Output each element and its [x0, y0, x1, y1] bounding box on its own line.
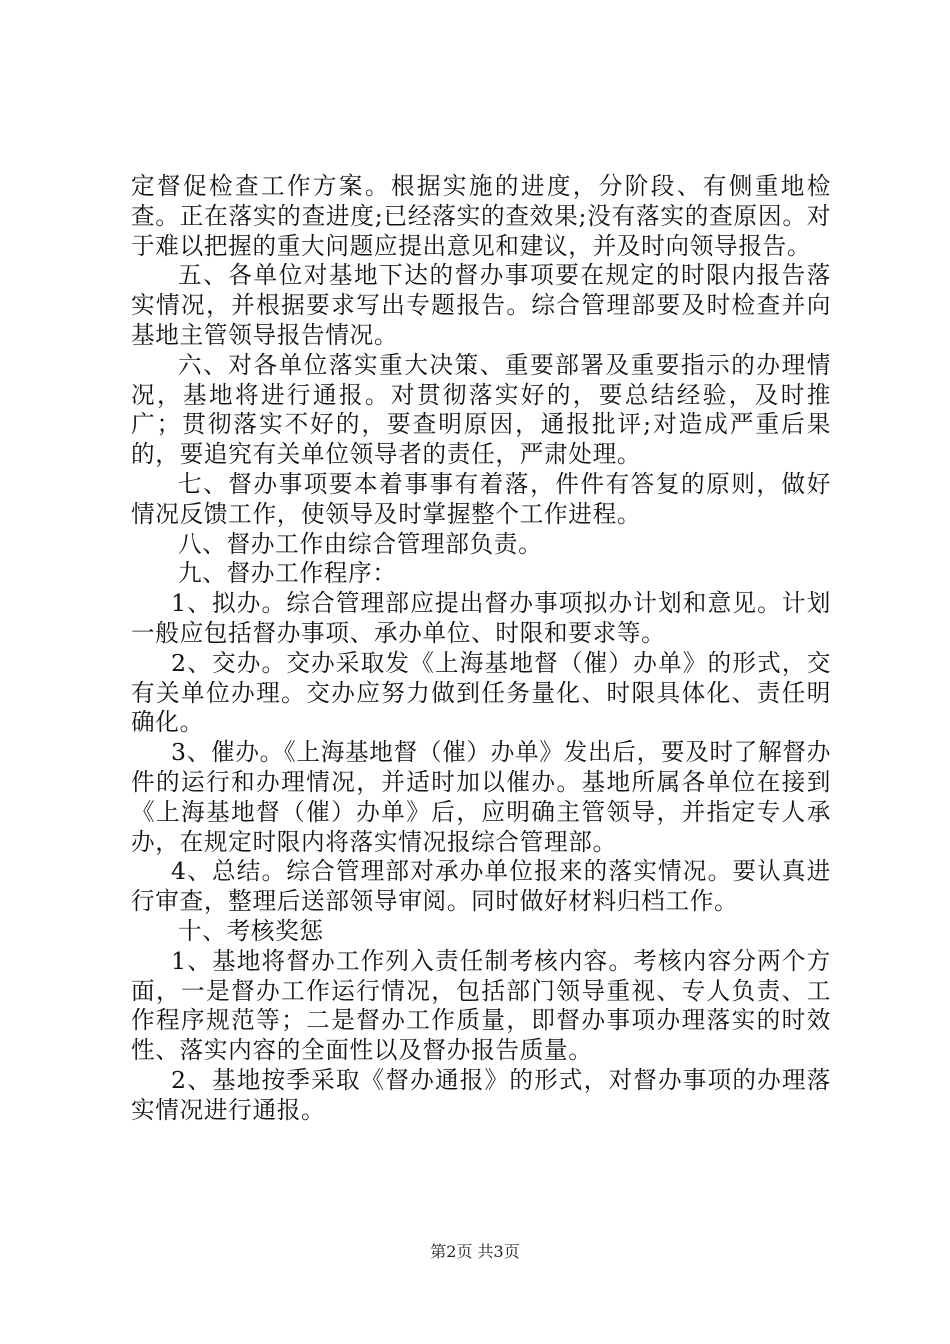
paragraph: 3、催办。《上海基地督（催）办单》发出后，要及时了解督办件的运行和办理情况，并适时加以催办。基地所属各单位在接到《上海基地督（催）办单》后，应明确主管领导，并指定专人承办，在规定时限内将落实情况报综合管理部。 [131, 738, 831, 856]
page-number-footer: 第2页 共3页 [430, 1242, 520, 1261]
paragraph: 2、交办。交办采取发《上海基地督（催）办单》的形式，交有关单位办理。交办应努力做到任务量化、时限具体化、责任明确化。 [131, 648, 831, 737]
paragraph: 六、对各单位落实重大决策、重要部署及重要指示的办理情况，基地将进行通报。对贯彻落实好的，要总结经验，及时推广；贯彻落实不好的，要查明原因，通报批评;对造成严重后果的，要追究有关单位领导者的责任，严肃处理。 [131, 350, 831, 469]
paragraph: 七、督办事项要本着事事有着落，件件有答复的原则，做好情况反馈工作，使领导及时掌握整个工作进程。 [131, 469, 831, 528]
paragraph: 九、督办工作程序： [178, 559, 397, 588]
document-body [131, 172, 831, 1126]
paragraph: 五、各单位对基地下达的督办事项要在规定的时限内报告落实情况，并根据要求写出专题报告。综合管理部要及时检查并向基地主管领导报告情况。 [131, 261, 831, 349]
paragraph: 定督促检查工作方案。根据实施的进度，分阶段、有侧重地检查。正在落实的查进度;已经落实的查效果;没有落实的查原因。对于难以把握的重大问题应提出意见和建议，并及时向领导报告。 [131, 172, 831, 260]
paragraph: 2、基地按季采取《督办通报》的形式，对督办事项的办理落实情况进行通报。 [131, 1065, 831, 1124]
paragraph: 1、基地将督办工作列入责任制考核内容。考核内容分两个方面，一是督办工作运行情况，包括部门领导重视、专人负责、工作程序规范等；二是督办工作质量，即督办事项办理落实的时效性、落实内容的全面性以及督办报告质量。 [131, 946, 831, 1065]
paragraph: 4、总结。综合管理部对承办单位报来的落实情况。要认真进行审查，整理后送部领导审阅。同时做好材料归档工作。 [131, 857, 831, 916]
paragraph: 八、督办工作由综合管理部负责。 [178, 529, 543, 558]
paragraph: 十、考核奖惩 [178, 916, 324, 945]
paragraph: 1、拟办。综合管理部应提出督办事项拟办计划和意见。计划一般应包括督办事项、承办单位、时限和要求等。 [131, 589, 831, 647]
